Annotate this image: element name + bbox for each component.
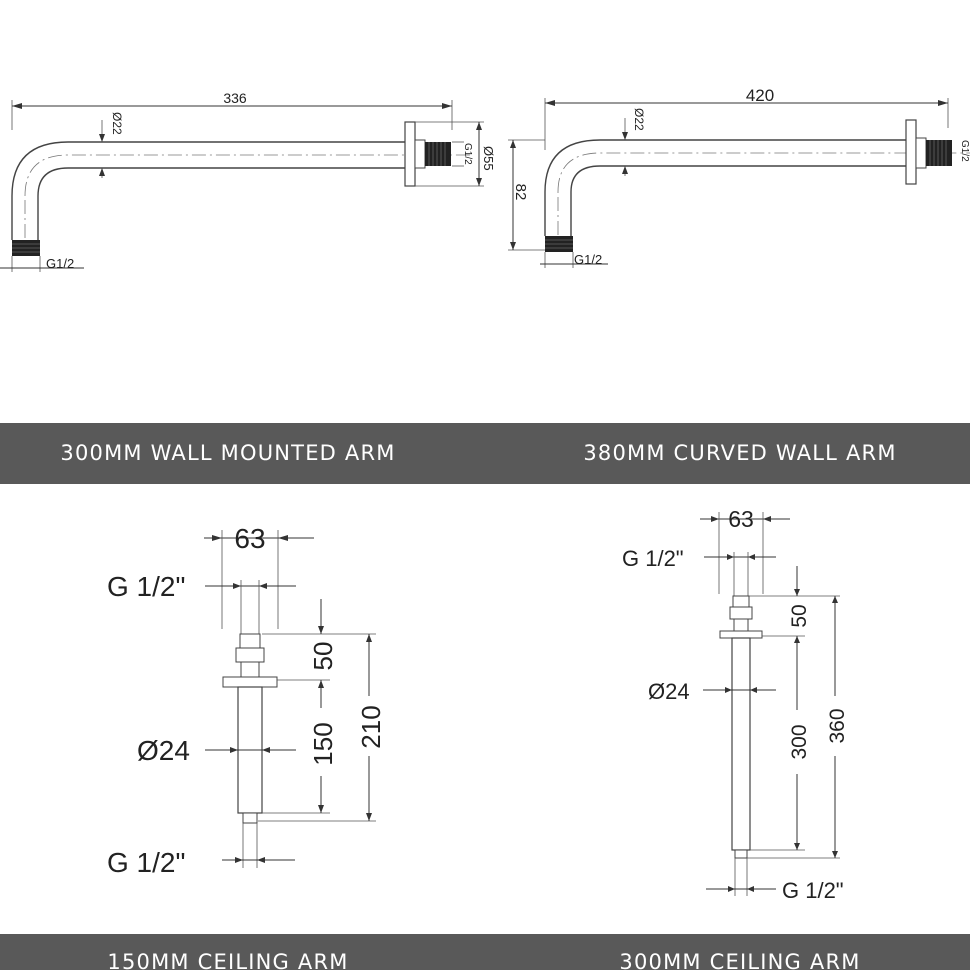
caption-band-top [0,423,970,484]
dim-bottom-thread: G 1/2" [782,878,844,903]
diagram-curved-wall-arm [500,0,970,420]
caption-band-bottom [0,934,970,974]
dim-wall-thread: G1/2 [462,143,473,165]
dim-wall-thread: G1/2 [959,140,970,162]
dim-top-thread: G 1/2" [622,546,684,571]
dim-flange-diameter: Ø55 [481,146,496,171]
dim-drop: 82 [512,183,529,201]
dim-top-thread: G 1/2" [107,571,186,602]
caption-wall-mounted-arm: 300MM WALL MOUNTED ARM [60,441,396,465]
diagram-wall-mounted-arm [0,0,500,420]
diagram-300mm-ceiling-arm [500,484,970,934]
dim-bottom-thread: G 1/2" [107,847,186,878]
dim-total-length: 210 [356,705,386,749]
dim-top-length: 50 [788,604,811,628]
caption-150mm-ceiling-arm: 150MM CEILING ARM [107,950,349,974]
dim-outlet-thread: G1/2 [574,252,603,267]
ceiling-tube [732,638,750,850]
dim-total-length: 360 [826,708,849,744]
dim-width: 63 [234,523,266,554]
dim-pipe-diameter: Ø22 [110,112,124,135]
diagram-150mm-ceiling-arm [0,484,500,934]
dim-width: 63 [728,506,754,532]
dim-tube-diameter: Ø24 [137,735,190,766]
dim-length: 336 [223,90,247,106]
dim-outlet-thread: G1/2 [46,256,75,271]
caption-300mm-ceiling-arm: 300MM CEILING ARM [619,950,861,974]
dim-top-length: 50 [308,641,338,671]
dim-length: 420 [745,86,775,105]
dim-tube-length: 150 [308,722,338,766]
dim-pipe-diameter: Ø22 [632,108,646,131]
dim-tube-length: 300 [788,724,811,760]
caption-curved-wall-arm: 380MM CURVED WALL ARM [583,441,897,465]
dim-tube-diameter: Ø24 [648,679,690,704]
